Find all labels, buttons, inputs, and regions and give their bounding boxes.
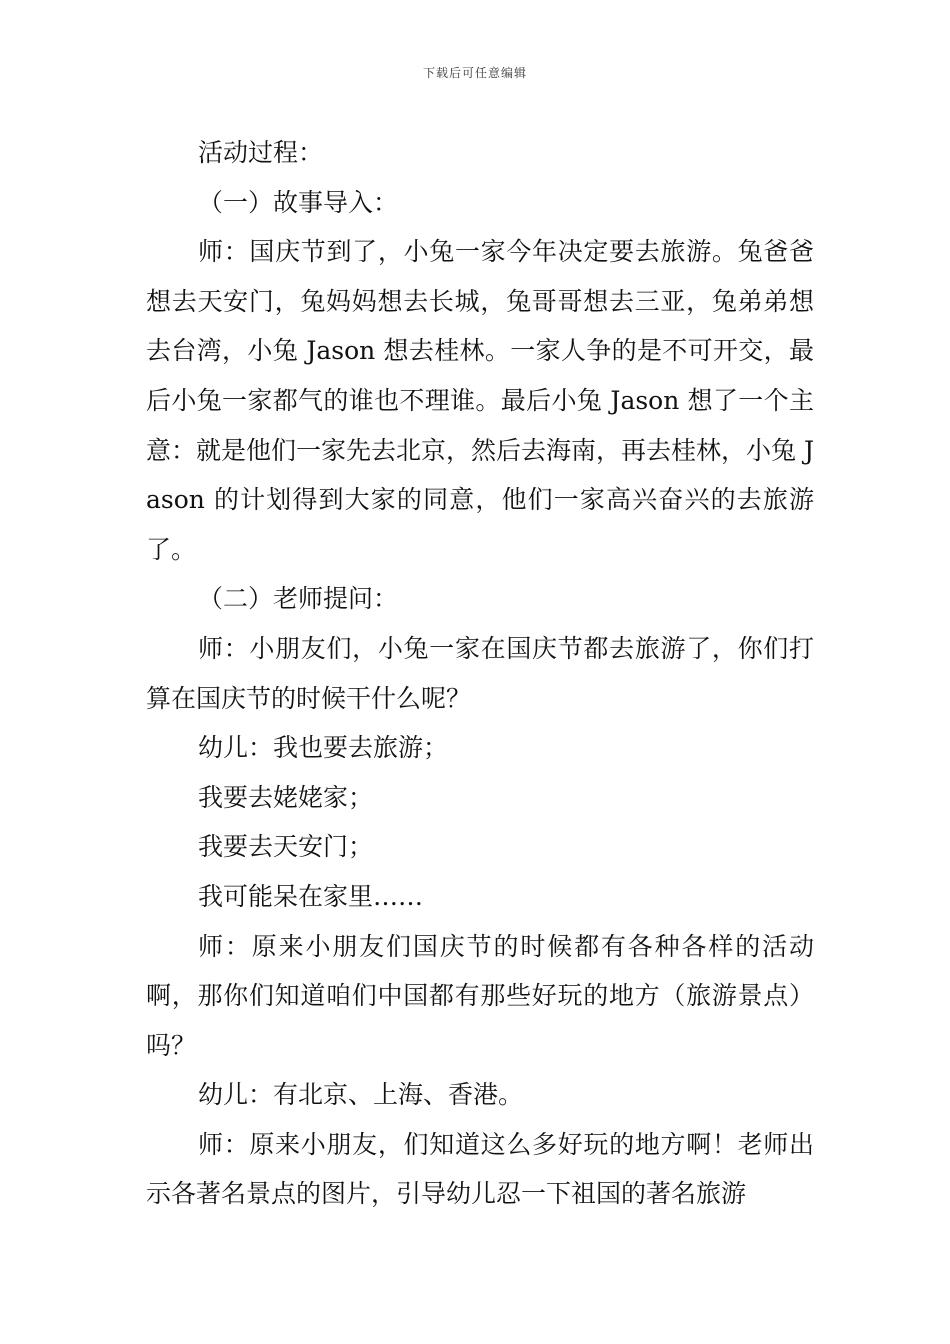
paragraph-child-answer-3: 我要去天安门； (198, 832, 374, 862)
subheading-story-intro: （一）故事导入： (198, 187, 399, 217)
document-body (146, 128, 814, 1219)
paragraph-child-answer-4: 我可能呆在家里…… (198, 881, 424, 911)
paragraph-child-answer-1: 幼儿：我也要去旅游； (198, 733, 449, 763)
paragraph-child-answer-2: 我要去姥姥家； (198, 782, 374, 812)
section-heading-activity-process: 活动过程： (198, 138, 324, 167)
subheading-teacher-questions: （二）老师提问： (198, 584, 399, 614)
paragraph-teacher-statement: 师：原来小朋友，们知道这么多好玩的地方啊！老师出示各著名景点的图片，引导幼儿忍一下祖国的著名旅游 (146, 1129, 814, 1209)
paragraph-child-answer-5: 幼儿：有北京、上海、香港。 (198, 1080, 524, 1110)
paragraph-story: 师：国庆节到了，小兔一家今年决定要去旅游。兔爸爸想去天安门，兔妈妈想去长城，兔哥哥想去三亚，兔弟弟想去台湾，小兔 Jason 想去桂林。一家人争的是不可开交，最后小兔一家都气的谁也不理谁。最后小兔 Jason 想了一个主意：就是他们一家先去北京，然后去海南，再去桂林，小兔 Jason 的计划得到大家的同意，他们一家高兴奋兴的去旅游了。 (146, 237, 814, 564)
page-header-note: 下载后可任意编辑 (422, 66, 527, 80)
paragraph-teacher-question-2: 师：原来小朋友们国庆节的时候都有各种各样的活动啊，那你们知道咱们中国都有那些好玩的地方（旅游景点）吗？ (146, 931, 814, 1060)
paragraph-teacher-question-1: 师：小朋友们，小兔一家在国庆节都去旅游了，你们打算在国庆节的时候干什么呢？ (146, 633, 814, 713)
